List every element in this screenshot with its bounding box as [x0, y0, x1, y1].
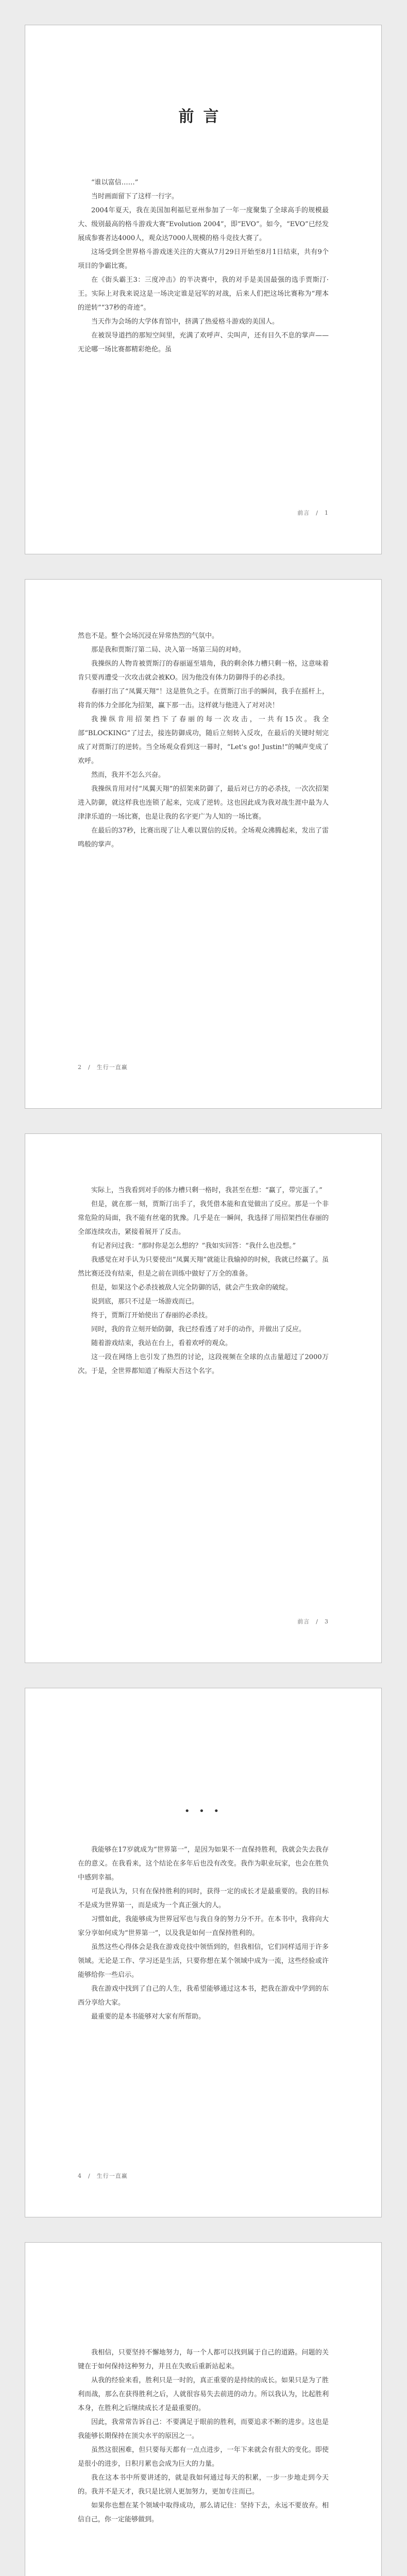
paragraph: 最重要的是本书能够对大家有所帮助。: [91, 2013, 206, 2021]
paragraph: 在被误导道挡的那短空间里，充满了欢呼声、尖叫声，还有目久不息的掌声——无论哪一场比赛都精彩绝伦。虽: [78, 332, 329, 353]
paragraph: 我操纵的人物肯被贾斯汀的春丽逼至墙角，我的剩余体力槽只剩一格，这意味着肯只要再遭受一次攻击就会被KO。因为他没有体力防御得手的必杀技。: [78, 660, 329, 682]
paragraph: 然也不是。整个会场沉浸在异常热烈的气氛中。: [78, 632, 219, 640]
paragraph: 可是我认为，只有在保持胜利的同时，获得一定的成长才是最重要的。我的目标不是成为世界第一，而是成为一个真正强大的人。: [78, 1888, 329, 1909]
paragraph: 这一段在网络上也引发了热烈的讨论，这段视频在全球的点击量超过了2000万次。于是，全世界都知道了梅原大吾这个名字。: [78, 1353, 329, 1375]
paragraph: 我操纵肯用招架挡下了春丽的每一次攻击，一共有15次。我全部“BLOCKING”了过去，接连防御成功，随后立刻转入反攻，在最后的关键时刻完成了对贾斯汀的逆转。当全场观众看到这一幕时，“Let's go! Justin!”的喊声变成了欢呼。: [78, 716, 329, 765]
paragraph: 从我的经验来看，胜利只是一时的，真正重要的是持续的成长。如果只是为了胜利而战，那么在获得胜利之后，人就很容易失去前进的动力。所以我认为，比起胜利本身，在胜利之后继续成长才是最重要的。: [78, 2377, 329, 2412]
paragraph: 我操纵肯用对付“凤翼天翔”的招架来防御了，最后对已方的必杀技，一次次招架进入防御，就这样我也连锁了起来，完成了逆转。这也因此成为我对战生涯中最为人津津乐道的一场比赛，也是让我的名字更广为人知的一场比赛。: [78, 785, 329, 821]
page-number: 前言 / 1: [297, 510, 329, 516]
paragraph: 我能够在17岁就成为“世界第一”，是因为如果不一直保持胜利，我就会失去我存在的意义。在我看来，这个结论在多年后也没有改变。我作为职业玩家，也会在胜负中感到幸福。: [78, 1846, 329, 1882]
page-body: [78, 1843, 329, 2024]
page-body: [78, 2346, 329, 2527]
page-body: [78, 1183, 329, 1378]
page-title: 前言: [178, 108, 228, 126]
paragraph: 有记者问过我：“那时你是怎么想的？”我如实回答：“我什么也没想。”: [91, 1242, 296, 1250]
paragraph: 当天作为会场的大学体育馆中，挤满了热爱格斗游戏的美国人。: [91, 318, 279, 326]
paragraph: 终于，贾斯汀开始使出了春丽的必杀技。: [91, 1312, 212, 1319]
paragraph: 我在这本书中所要讲述的，就是我如何通过每天的积累，一步一步地走到今天的。我并不是天才，我只是比别人更加努力，更加专注而已。: [78, 2474, 329, 2496]
book-page-5: [25, 2242, 382, 2576]
paragraph: 我相信，只要坚持不懈地努力，每一个人都可以找到属于自己的道路。问题的关键在于如何保持这种努力，并且在失败后重新站起来。: [78, 2349, 329, 2370]
paragraph: 2004年夏天，我在美国加利福尼亚州参加了一年一度聚集了全球高手的规模最大、级别最高的格斗游戏大赛“Evolution 2004”，即“EVO”。如今，“EVO”已经发展成参赛者达4000人，观众达7000人规模的格斗竞技大赛了。: [78, 207, 329, 242]
page-number: 2 / 生行一直赢: [78, 1064, 128, 1071]
book-page-1: [25, 25, 382, 554]
page-body: [78, 629, 329, 852]
paragraph: 因此，我常常告诉自己：不要满足于眼前的胜利，而要追求不断的进步。这也是我能够长期保持在顶尖水平的原因之一。: [78, 2418, 329, 2440]
book-page-3: [25, 1133, 382, 1663]
paragraph: “谁以富信……”: [91, 179, 139, 187]
paragraph: 但是，就在那一刻，贾斯汀出手了，我凭借本能和直觉做出了反应。那是一个非常危险的局面，我不能有丝毫的犹豫。几乎是在一瞬间，我选择了用招架挡住春丽的全部连续攻击，紧接着展开了反击。: [78, 1200, 329, 1236]
paragraph: 虽然这很困难，但只要每天都有一点点进步，一年下来就会有很大的变化。即使是很小的进步，日积月累也会成为巨大的力量。: [78, 2446, 329, 2468]
paragraph: 在最后的37秒，比赛出现了让人难以置信的反转。全场观众沸腾起来，发出了雷鸣般的掌声。: [78, 827, 329, 849]
page-body: [78, 176, 329, 357]
paragraph: 习惯如此，我能够成为世界冠军也与我自身的努力分不开。在本书中，我将向大家分享如何成为“世界第一”，以及我是如何一直保持胜利的。: [78, 1916, 329, 1937]
page-number: 4 / 生行一直赢: [78, 2173, 128, 2179]
paragraph: 当时画面留下了这样一行字。: [91, 193, 179, 200]
paragraph: 然而，我并不怎么兴奋。: [91, 771, 165, 779]
paragraph: 随着游戏结束，我站在台上，看着欢呼的观众。: [91, 1340, 232, 1347]
paragraph: 那是我和贾斯汀第二局、决入第一场第三局的对峙。: [91, 646, 246, 654]
book-page-2: [25, 579, 382, 1109]
book-page-4: [25, 1688, 382, 2217]
paragraph: 同时，我的肯立刻开始防御，我已经看透了对手的动作，并做出了反应。: [91, 1326, 306, 1333]
paragraph: 这场受到全世界格斗游戏迷关注的大赛从7月29日开始至8月1日结束，共有9个项目的争霸比赛。: [78, 248, 329, 270]
paragraph: 在《街头霸王3：三度冲击》的半决赛中，我的对手是美国最强的选手贾斯汀·王。实际上对我来说这是一场决定谁是冠军的对战，后来人们把这场比赛称为“理本的逆转”“37秒的奇迹”。: [78, 276, 329, 312]
section-divider: • • •: [184, 1806, 223, 1817]
paragraph: 春丽打出了“凤翼天翔”！这是胜负之手。在贾斯汀出手的瞬间，我手在摇杆上，将肯的体力全部化为招架，赢下那一击。这样就与他进入了对对决！: [78, 688, 329, 709]
paragraph: 虽然这些心得体会是我在游戏竞技中领悟到的，但我相信，它们同样适用于许多领域。无论是工作、学习还是生活，只要你想在某个领域中成为一流，这些经验或许能够给你一些启示。: [78, 1943, 329, 1979]
paragraph: 我在游戏中找到了自己的人生，我希望能够通过这本书，把我在游戏中学到的东西分享给大家。: [78, 1985, 329, 2007]
paragraph: 说到底，那只不过是一场游戏而已。: [91, 1298, 199, 1306]
paragraph: 我感觉在对手认为只要使出“凤翼天翔”就能让我输掉的时候，我就已经赢了。虽然比赛还没有结束，但是之前在训练中做好了万全的准备。: [78, 1256, 329, 1278]
paragraph: 实际上，当我看到对手的体力槽只剩一格时，我甚至在想：“赢了，带完蛋了。”: [91, 1187, 323, 1194]
paragraph: 但是，如果这个必杀技被敌人完全防御的话，就会产生致命的破绽。: [91, 1284, 293, 1292]
paragraph: 如果你也想在某个领域中取得成功，那么请记住：坚持下去，永远不要放弃。相信自己，你一定能够做到。: [78, 2502, 329, 2523]
page-number: 前言 / 3: [297, 1618, 329, 1625]
